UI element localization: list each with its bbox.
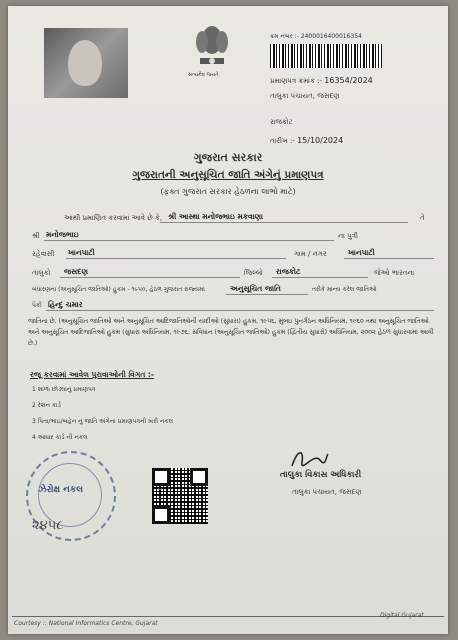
intro-text: આથી પ્રમાણિત કરવામાં આવે છે કે, (64, 214, 163, 222)
category-value: અનુસૂચિત જાતિ (230, 284, 281, 293)
issuing-office: તાલુકા પંચાયત, જસદણ (270, 92, 340, 100)
taluka-label: તાલુકો (32, 269, 51, 277)
issue-date: તારીખ :- 15/10/2024 (270, 136, 344, 145)
issuing-place: રાજકોટ (270, 118, 293, 126)
certificate-subtitle: (ફક્ત ગુજરાત સરકાર હેઠળના લાભો માટે) (160, 187, 296, 196)
relation-text: ના પુત્રી (338, 232, 359, 240)
village-label: રહેવાસી (32, 250, 55, 258)
legal-paragraph: જાતિના છે. (અનુસૂચિત જાતિઓ અને અનુસૂચિત આદિજાતિઓની યાદીઓ (સુધારા) હુકમ, ૧૯૫૬, મુંબઇ પુનર્ગઠન અધિનિયમ, ૧૯૬૦ તથા અનુસૂચિત જાતિઓ અને અનુસૂચિત આદિજાતિઓ હુકમ (સુધારા અધિનિયમ, ૧૯૭૬, સંવિધાન (અનુસૂચિત જાતિઓ) હુકમ (દ્વિતીય સુધારો) અધિનિયમ, ૨૦૦૨ હેઠળ સુધારવામાં આવી છે.) (28, 318, 434, 347)
applicant-name: શ્રી આસ્થા મનોજભાઇ મકવાણા (168, 212, 263, 221)
taluka-value: જસદણ (64, 267, 88, 276)
village-value: ખાનપાટી (68, 248, 95, 257)
te-text: તે (420, 214, 425, 222)
father-name: મનોજભાઇ (46, 230, 79, 239)
signatory-office: તાલુકા પંચાયત, જસદણ (292, 488, 362, 496)
footer-digital-gujarat: Digital Gujarat (380, 612, 424, 619)
national-emblem-icon (186, 18, 238, 74)
document-item-2: 2 રેશન કાર્ડ (32, 402, 61, 409)
signature-mark (290, 446, 330, 470)
govt-title: ગુજરાત સરકાર (193, 151, 263, 164)
documents-heading: રજૂ કરવામાં આવેલ પુરાવાઓની વિગત :- (30, 370, 155, 379)
order-suffix: તરીકે માન્ય કરેલ જાતિઓ (312, 286, 377, 293)
signatory-title: તાલુકા વિકાસ અધિકારી (280, 470, 362, 480)
certificate-page (8, 6, 448, 634)
cert-serial: ક્રમ નંબર :- 2400016400016354 (270, 33, 362, 40)
certificate-title: ગુજરાતની અનુસૂચિત જાતિ અંગેનું પ્રમાણપત્ર (132, 169, 324, 181)
photo-face (68, 40, 102, 86)
gam-value: ખાનપાટી (348, 248, 375, 257)
district-label: જિલ્લો (244, 269, 263, 277)
shri-label: શ્રી (32, 232, 40, 240)
document-item-4: 4 આધાર કાર્ડ ની નકલ (32, 434, 88, 441)
footer-courtesy: Courtesy :: National Informatics Centre, Gujarat (14, 620, 158, 627)
document-item-3: 3 પિતા/ભાઇ/બહેન નું જાતિ અંગેના પ્રમાણપત્રની ખરી નકલ (32, 418, 174, 425)
certificate-number: પ્રમાણપત્ર ક્રમાંક :- 16354/2024 (270, 76, 373, 85)
applicant-photo (44, 28, 128, 98)
handwritten-number: ૨૪૫૮ (32, 518, 64, 533)
district-value: રાજકોટ (276, 267, 301, 276)
caste-prefix: પૈકી (32, 302, 42, 309)
seal-text: ઝેરોક્ષ નકલ (38, 485, 84, 495)
barcode (270, 44, 382, 68)
gam-label: ગામ / નગર (294, 250, 327, 258)
emblem-caption: સત્યમેવ જયતે (188, 72, 219, 78)
order-prefix: બંધારણના (અનુસૂચિત જાતિઓ) હુકમ - ૧૯૫૦, હેઠળ ગુજરાત રાજ્યમાં (32, 286, 205, 293)
caste-value: હિન્દુ ચમાર (48, 300, 83, 309)
qr-code (152, 468, 208, 524)
state-label: જેઓ ભારતના (374, 269, 415, 277)
document-item-1: 1 શાળા છોડ્યાનું પ્રમાણપત્ર (32, 386, 96, 393)
